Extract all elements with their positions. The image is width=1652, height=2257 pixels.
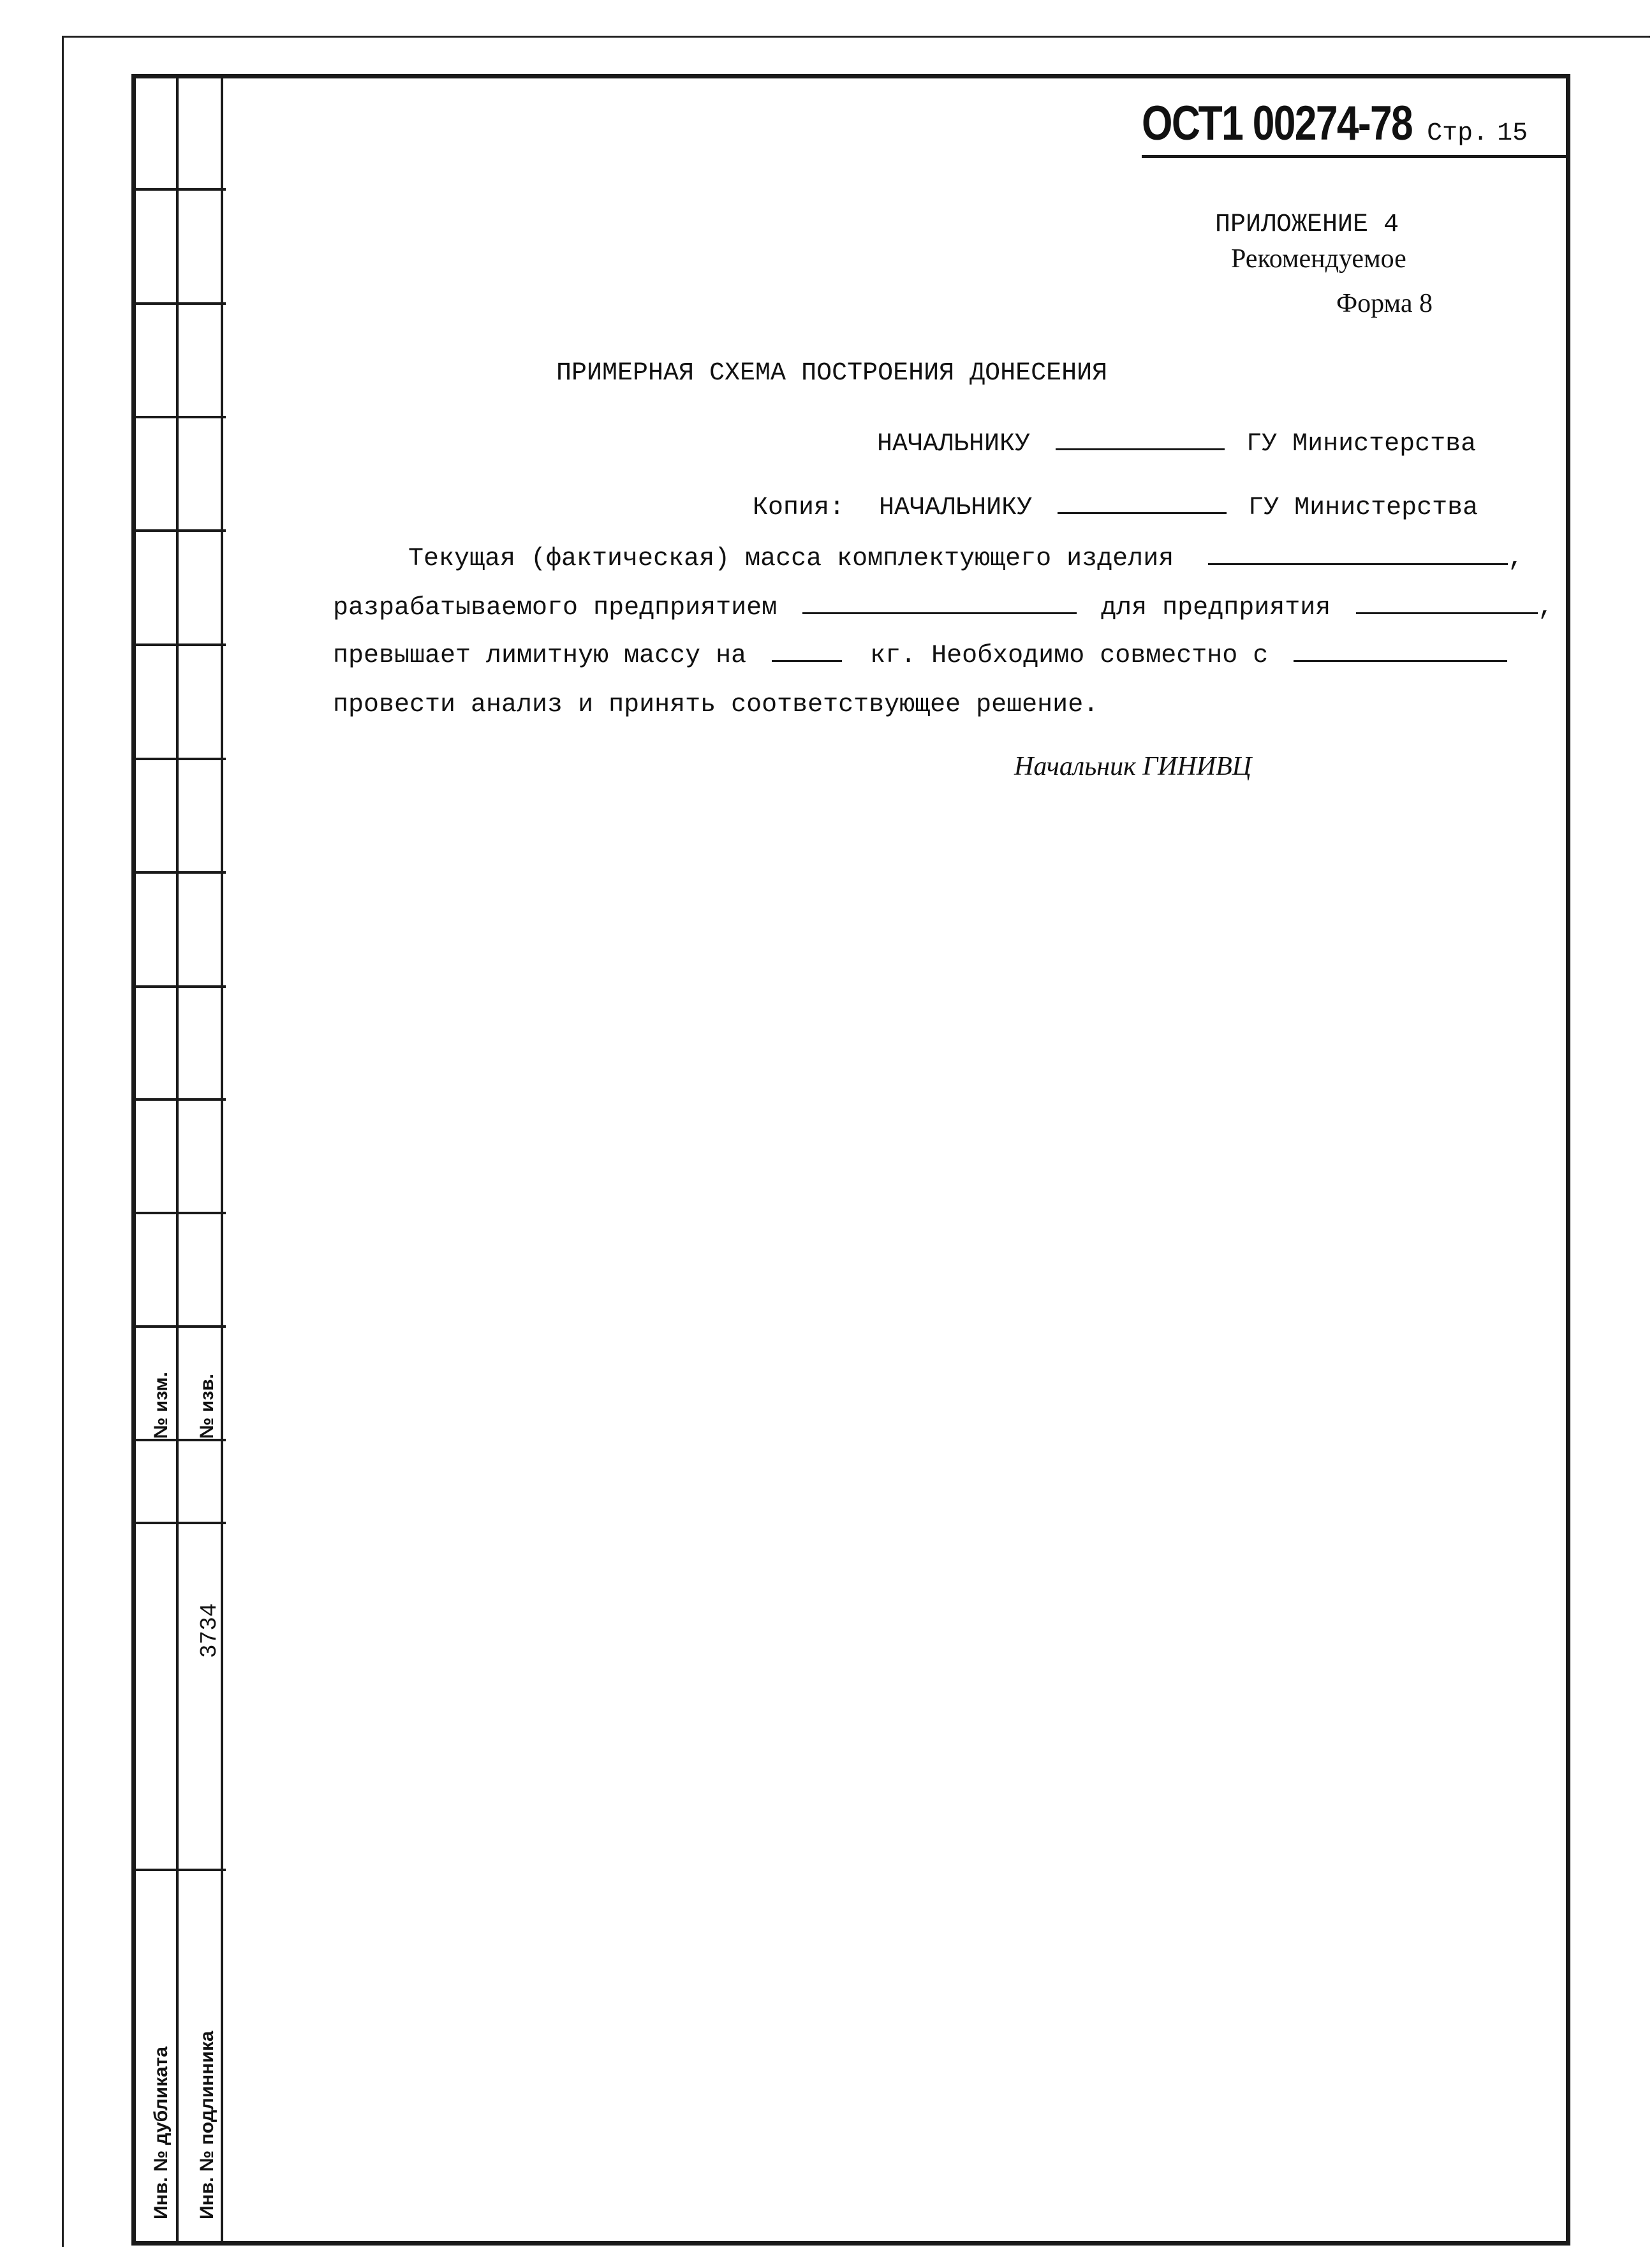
strip-divider [131,871,226,874]
body-line-4: провести анализ и принять соответствующее решение. [333,691,1099,719]
page-label: Стр. [1427,119,1489,148]
addressee-suffix: ГУ Министерства [1246,430,1477,459]
strip-divider [131,1522,226,1524]
copy-label: Копия: [753,494,845,522]
addressee-line [877,429,1476,459]
body-line-3-mid: кг. Необходимо совместно с [870,642,1269,670]
strip-column-inner [176,74,223,2246]
document-frame [131,74,1570,2246]
copy-addressee-label: НАЧАЛЬНИКУ [879,494,1033,522]
copy-line [753,493,1478,522]
strip-divider [131,1325,226,1328]
strip-divider [131,1439,226,1441]
original-inventory-label: Инв. № подлинника [196,2031,218,2219]
change-number-label: № изм. [151,1372,172,1439]
addressee-label: НАЧАЛЬНИКУ [877,430,1031,459]
strip-divider [131,1869,226,1871]
strip-divider [131,529,226,532]
body-line-2 [333,593,1553,622]
strip-divider [131,302,226,305]
body-line-2-mid: для предприятия [1101,594,1331,622]
enterprise-blank [1356,593,1538,614]
document-heading: ПРИМЕРНАЯ СХЕМА ПОСТРОЕНИЯ ДОНЕСЕНИЯ [556,359,1108,388]
body-line-3-text: превышает лимитную массу на [333,642,747,670]
appendix-title: ПРИЛОЖЕНИЕ 4 [1215,210,1399,239]
appendix-status: Рекомендуемое [1231,244,1406,274]
body-line-1-text: Текущая (фактическая) масса комплектующего изделия [408,545,1174,573]
strip-divider [131,643,226,646]
excess-mass-blank [772,641,842,662]
strip-divider [131,1212,226,1214]
body-line-2-end: , [1538,594,1554,622]
strip-divider [131,416,226,418]
document-code: ОСТ1 00274-78 [1142,96,1413,151]
strip-divider [131,188,226,191]
document-header [1142,96,1569,158]
notice-number-label: № изв. [196,1374,218,1439]
page-top-rule [62,36,1650,38]
form-number: Форма 8 [1336,289,1433,318]
page-left-rule [62,37,64,2247]
strip-divider [131,1098,226,1101]
copy-addressee-blank [1058,493,1227,514]
body-line-3 [333,641,1507,670]
signature: Начальник ГИНИВЦ [1014,752,1252,781]
duplicate-inventory-label: Инв. № дубликата [151,2046,172,2219]
inventory-number: 3734 [196,1603,223,1658]
body-line-2-text: разрабатываемого предприятием [333,594,778,622]
item-name-blank [1208,544,1508,565]
strip-divider [131,985,226,988]
developer-blank [802,593,1077,614]
body-line-1 [408,544,1523,573]
partner-blank [1294,641,1507,662]
strip-divider [131,758,226,760]
page-number: 15 [1497,119,1528,148]
strip-column-outer-upper [131,74,179,1439]
addressee-blank [1056,429,1225,450]
body-line-1-end: , [1508,545,1524,573]
copy-addressee-suffix: ГУ Министерства [1248,494,1479,522]
